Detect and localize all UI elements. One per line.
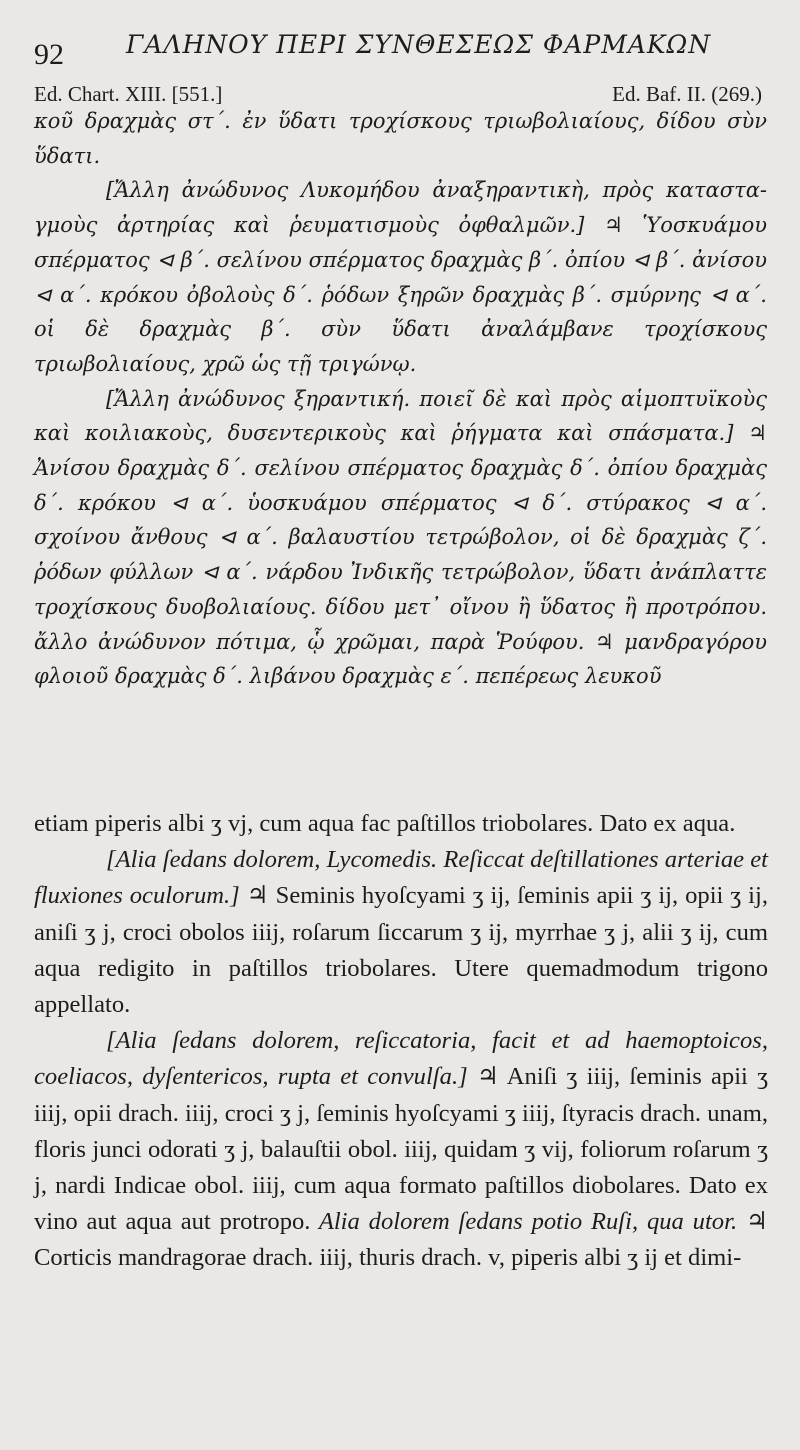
latin-heading-italic: [Alia ſedans dolorem, reſiccatoria, facit et ad haemoptoicos, coeliacos, dyſentericos, rupta et convulſa.] (34, 1027, 768, 1091)
latin-paragraph: etiam piperis albi ʒ vj, cum aqua fac paſtillos triobolares. Dato ex aqua. (34, 810, 736, 837)
latin-recipe-text: ♃ Aniſi ʒ iiij, ſeminis apii ʒ iiij, opii drach. iiij, croci ʒ j, ſeminis hyoſcyami ʒ iiij, ſtyracis drach. unam, floris junci odorati ʒ j, balauſtii obol. iiij, quidam ʒ vij, foliorum roſarum ʒ j, nardi Indicae obol. iiij, cum aqua formato paſtillos diobolares. Dato ex vino aut aqua aut protropo. (34, 1063, 768, 1236)
greek-text-block (34, 104, 767, 694)
latin-paragraph (34, 1023, 768, 1276)
latin-paragraph (34, 842, 768, 1023)
greek-paragraph: [Ἄλλη ἀνώδυνος ξηραντική. ποιεῖ δὲ καὶ πρὸς αἱμοπτυϊκοὺς καὶ κοιλιακοὺς, δυσεντερικοὺς καὶ ῥήγματα καὶ σπάσματα.] ♃ Ἀνίσου δραχμὰς δ΄. σελίνου σπέρματος δραχμὰς δ΄. ὀπίου δραχμὰς δ΄. κρόκου ⊲ α΄. ὑοσκυάμου σπέρματος ⊲ δ΄. στύρακος ⊲ α΄. σχοίνου ἄνθους ⊲ α΄. βαλαυστίου τετρώβολον, οἱ δὲ δραχμὰς ζ΄. ῥόδων φύλλων ⊲ α΄. νάρδου Ἰνδικῆς τετρώβολον, ὕδατι ἀνάπλαττε τροχίσκους δυοβολιαίους. δίδου μετ᾽ οἴνου ἢ ὕδατος ἢ προτρόπου. ἄλλο ἀνώδυνον πότιμα, ᾧ χρῶμαι, παρὰ Ῥούφου. ♃ μανδραγόρου φλοιοῦ δραχμὰς δ΄. λιβάνου δραχμὰς ε΄. πεπέρεως λευκοῦ (34, 386, 767, 689)
running-title: ΓΑΛΗΝΟΥ ΠΕΡΙ ΣΥΝΘΕΣΕΩΣ ΦΑΡΜΑΚΩΝ (126, 30, 712, 59)
latin-recipe-text: ♃ Seminis hyoſcyami ʒ ij, ſeminis apii ʒ ij, opii ʒ ij, aniſi ʒ j, croci obolos iiij, roſarum ſiccarum ʒ ij, myrrhae ʒ j, alii ʒ ij, cum aqua redigito in paſtillos triobolares. Utere quemadmodum trigono appellato. (34, 882, 768, 1019)
latin-heading-italic: Alia dolorem ſedans potio Ruſi, qua utor. (310, 1208, 738, 1236)
edition-reference-right: Ed. Baf. II. (269.) (612, 82, 762, 106)
latin-text-block (34, 806, 768, 1277)
latin-recipe-text: ♃ Corticis mandragorae drach. iiij, thuris drach. v, piperis albi ʒ ij et dimi- (34, 1208, 768, 1272)
latin-heading-italic: [Alia ſedans dolorem, Lycomedis. Reſiccat deſtillationes arteriae et fluxiones oculorum.] (34, 846, 768, 910)
edition-reference-left: Ed. Chart. XIII. [551.] (34, 82, 223, 106)
greek-paragraph: [Ἄλλη ἀνώδυνος Λυκομήδου ἀναξηραντικὴ, πρὸς κατασταγμοὺς ἀρτηρίας καὶ ῥευματισμοὺς ὀφθαλμῶν.] ♃ Ὑοσκυάμου σπέρματος ⊲ β΄. σελίνου σπέρματος δραχμὰς β΄. ὀπίου ⊲ β΄. ἀνίσου ⊲ α΄. κρόκου ὀβολοὺς δ΄. ῥόδων ξηρῶν δραχμὰς β΄. σμύρνης ⊲ α΄. οἱ δὲ δραχμὰς β΄. σὺν ὕδατι ἀναλάμβανε τροχίσκους τριωβολιαίους, χρῶ ὡς τῇ τριγώνῳ. (34, 178, 767, 376)
page-number: 92 (34, 38, 64, 71)
greek-paragraph: κοῦ δραχμὰς στ΄. ἐν ὕδατι τροχίσκους τριωβολιαίους, δίδου σὺν ὕδατι. (34, 109, 767, 168)
